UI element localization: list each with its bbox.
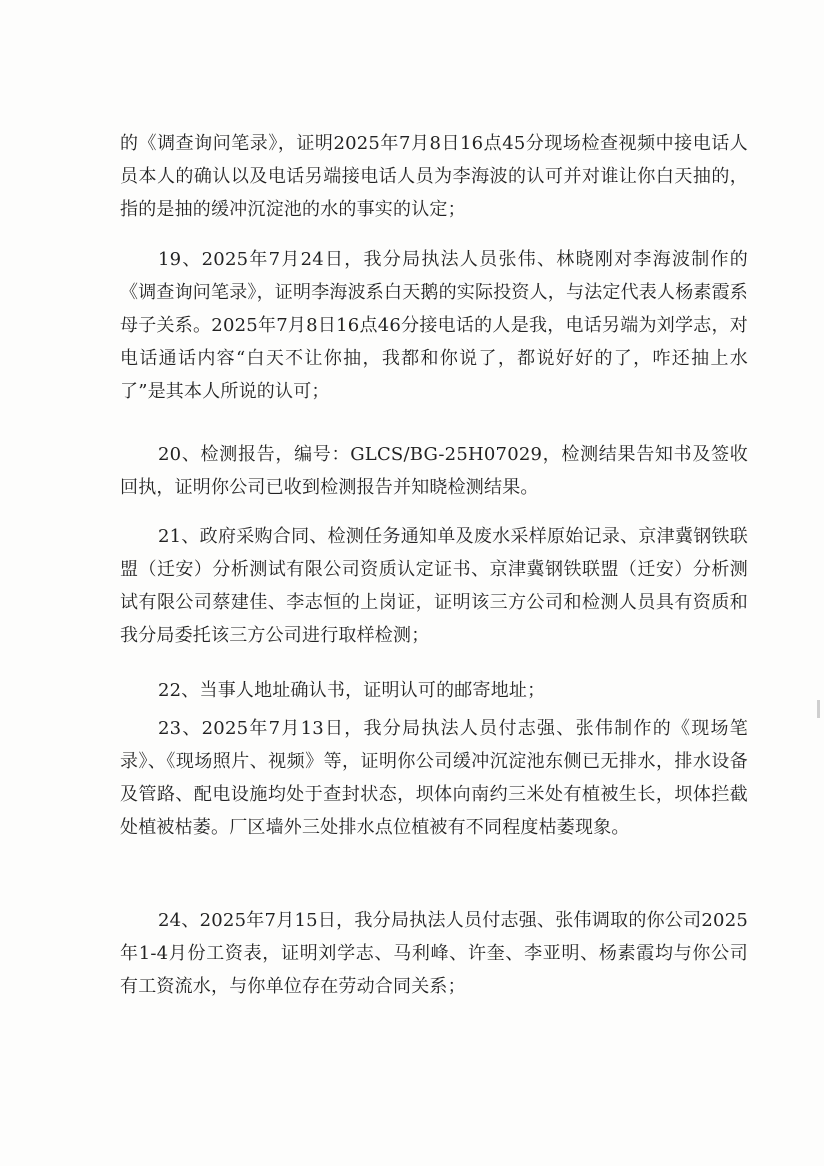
scan-edge-mark — [817, 700, 820, 718]
paragraph-item-22: 22、当事人地址确认书，证明认可的邮寄地址； — [158, 680, 546, 701]
paragraph-item-24: 24、2025年7月15日，我分局执法人员付志强、张伟调取的你公司2025年1-4月份工资表，证明刘学志、马利峰、许奎、李亚明、杨素霞均与你公司有工资流水，与你单位存在劳动合同关系； — [120, 910, 748, 997]
paragraph-item-20: 20、检测报告，编号：GLCS/BG-25H07029，检测结果告知书及签收回执，证明你公司已收到检测报告并知晓检测结果。 — [120, 444, 748, 498]
paragraph-item-19: 19、2025年7月24日，我分局执法人员张伟、林晓刚对李海波制作的《调查询问笔录》，证明李海波系白天鹅的实际投资人，与法定代表人杨素霞系母子关系。2025年7月8日16点46分接电话的人是我，电话另端为刘学志，对电话通话内容“白天不让你抽，我都和你说了，都说好好的了，咋还抽上水了”是其本人所说的认可； — [120, 249, 748, 402]
paragraph-item-23: 23、2025年7月13日，我分局执法人员付志强、张伟制作的《现场笔录》、《现场照片、视频》等，证明你公司缓冲沉淀池东侧已无排水，排水设备及管路、配电设施均处于查封状态，坝体向南约三米处有植被生长，坝体拦截处植被枯萎。厂区墙外三处排水点位植被有不同程度枯萎现象。 — [120, 718, 748, 838]
paragraph-continuation: 的《调查询问笔录》，证明2025年7月8日16点45分现场检查视频中接电话人员本人的确认以及电话另端接电话人员为李海波的认可并对谁让你白天抽的，指的是抽的缓冲沉淀池的水的事实的认定； — [120, 133, 748, 220]
paragraph-item-21: 21、政府采购合同、检测任务通知单及废水采样原始记录、京津冀钢铁联盟（迁安）分析测试有限公司资质认定证书、京津冀钢铁联盟（迁安）分析测试有限公司蔡建佳、李志恒的上岗证，证明该三方公司和检测人员具有资质和我分局委托该三方公司进行取样检测； — [120, 526, 748, 646]
